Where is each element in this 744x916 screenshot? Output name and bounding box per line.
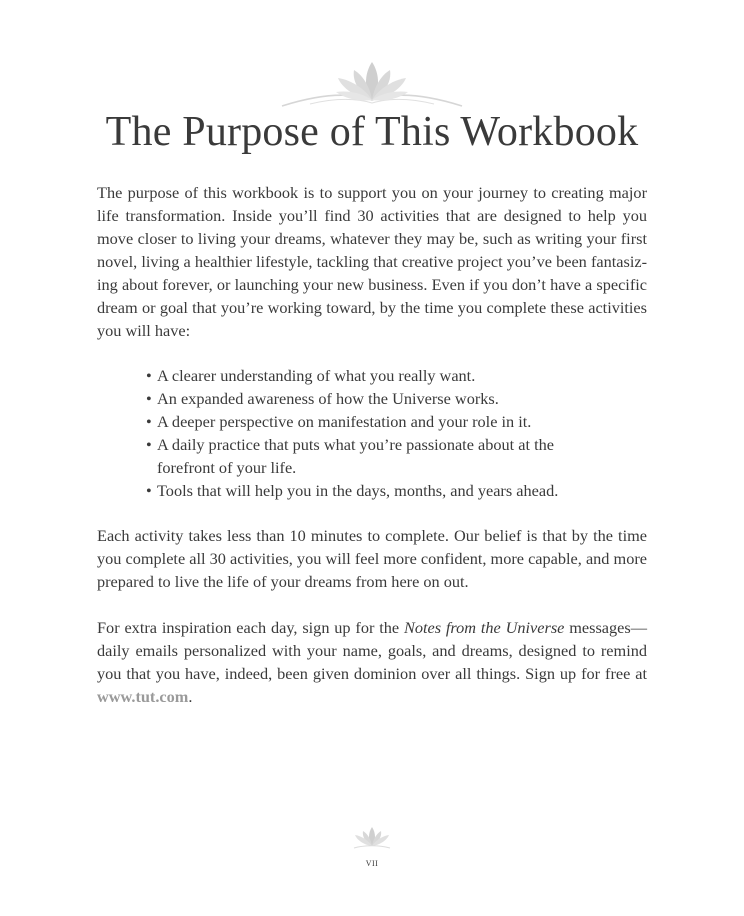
page-title: The Purpose of This Workbook [105,109,639,155]
notes-from-universe-title: Notes from the Universe [403,618,565,637]
inspiration-text-start: For extra inspiration each day, sign up for the [97,618,404,637]
bullet-icon: • [146,389,152,408]
page-number: vii [365,855,379,869]
list-item-text: Tools that will help you in the days, months, and years ahead. [157,481,559,500]
list-item-text: A deeper perspective on manifestation and your role in it. [157,412,532,431]
list-item-text: A clearer understanding of what you really want. [157,366,476,385]
list-item [146,410,586,433]
list-item-text: An expanded awareness of how the Universe works. [157,389,499,408]
outcomes-list [146,364,586,502]
website-link[interactable]: www.tut.com [97,687,189,706]
inspiration-paragraph [97,616,647,708]
intro-paragraph: The purpose of this workbook is to support you on your journey to creating major life transformation. Inside you’ll find 30 activities that are designed to help you move closer to living your dreams, whatever they may be, such as writing your first novel, living a healthier lifestyle, tackling that creative project you’ve been fantasizing about forever, or launching your new business. Even if you don’t have a specific dream or goal that you’re working toward, by the time you complete these activities you will have: [97,183,647,340]
inspiration-text-middle: messages—daily emails personalized with your name, goals, and dreams, designed to remind you that you have, indeed, been given dominion over all things. Sign up for free at [97,618,647,683]
bullet-icon: • [146,412,152,431]
bullet-icon: • [146,481,152,500]
inspiration-text-end: . [188,687,193,706]
list-item [146,479,586,502]
bullet-icon: • [146,435,152,454]
lotus-footer-icon [350,826,394,850]
list-item [146,387,586,410]
bullet-icon: • [146,366,152,385]
list-item [146,433,586,479]
activity-paragraph: Each activity takes less than 10 minutes to complete. Our belief is that by the time you complete all 30 activities, you will feel more confident, more capable, and more prepared to live the life of your dreams from here on out. [97,526,647,591]
lotus-ornament-icon [280,60,464,110]
list-item-text: A daily practice that puts what you’re passionate about at the forefront of your life. [157,435,554,477]
list-item [146,364,586,387]
